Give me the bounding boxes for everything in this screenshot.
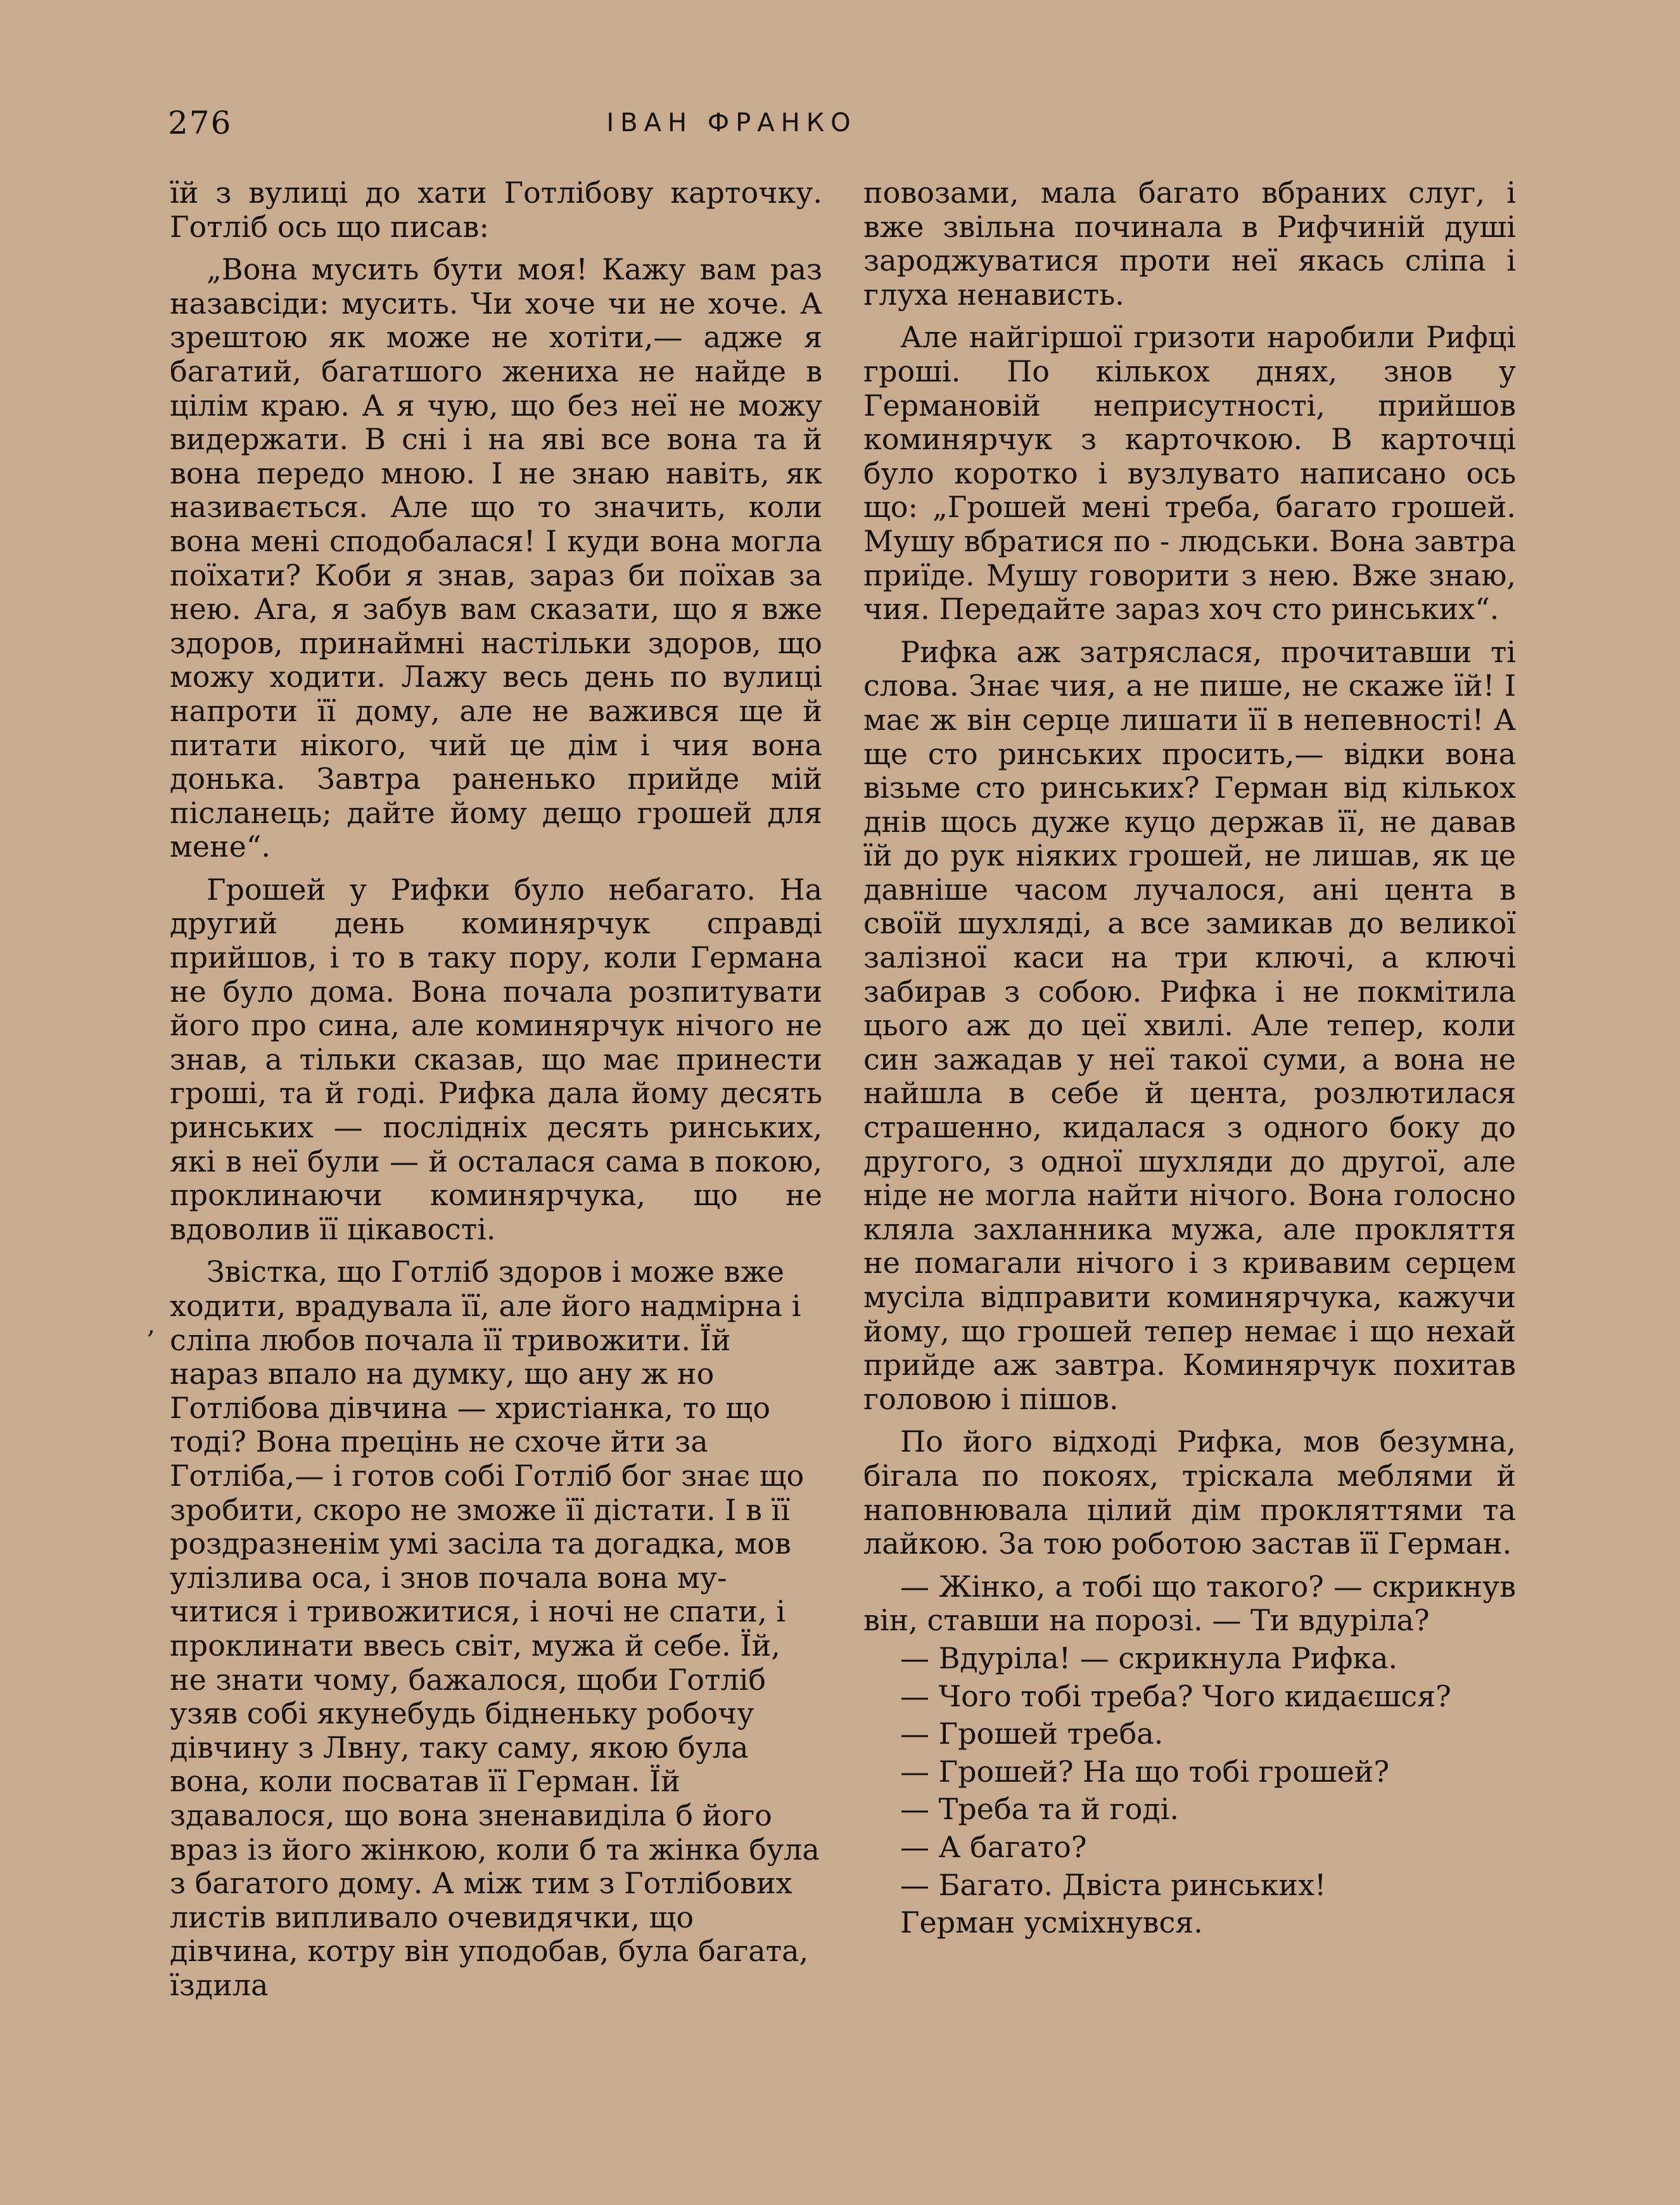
paragraph: їй з вулиці до хати Готлібову карточку. Готліб ось що писав: — [170, 176, 822, 244]
paragraph: Звістка, що Готліб здоров і може вже ходити, врадувала її, але його надмірна і сліпа любов почала її тривожити. Їй нараз впало на думку, що ану ж но Готлібова дівчина — христіанка, то що тоді? Вона прецінь не схоче йти за Готліба,— і готов собі Готліб бог знає що зробити, скоро не зможе її дістати. І в її роздразненім умі засіла та догадка, мов улізлива оса, і знов почала вона мучитися і тривожитися, і ночі не спати, і проклинати ввесь світ, мужа й себе. Їй, не знати чому, бажалося, щоби Готліб узяв собі якунебудь бідненьку робочу дівчину з Лвну, таку саму, якою була вона, коли посватав її Герман. Їй здавалося, що вона зненавиділа б його враз із його жінкою, коли б та жінка була з багатого дому. А між тим з Готлібових листів випливало очевидячки, що дівчина, котру він уподобав, була багата, їздила — [170, 1255, 820, 2002]
dialogue-line: — Треба та й годі. — [900, 1792, 1179, 1827]
paragraph: Але найгіршої гризоти наробили Рифці гроші. По кількох днях, знов у Германовій неприсутності, прийшов коминярчук з карточкою. В карточці було коротко і вузлувато написано ось що: „Грошей мені треба, багато грошей. Мушу вбратися по - людськи. Вона завтра приїде. Мушу говорити з нею. Вже знаю, чия. Передайте зараз хоч сто ринських“. — [863, 320, 1516, 627]
dialogue-line: — Багато. Двіста ринських! — [900, 1867, 1327, 1902]
page-header — [168, 105, 1257, 149]
dialogue-line: — Жінко, а тобі що такого? — скрикнув він, ставши на порозі. — Ти вдуріла? — [863, 1569, 1516, 1638]
right-column — [863, 176, 1516, 1944]
paragraph: Рифка аж затряслася, прочитавши ті слова. Знає чия, а не пише, не скаже їй! І має ж він серце лишати її в непевності! А ще сто ринських просить,— відки вона візьме сто ринських? Герман від кількох днів щось дуже куцо держав її, не давав їй до рук ніяких грошей, не лишав, як це давніше часом лучалося, ані цента в своїй шухляді, а все замикав до великої залізної каси на три ключі, а ключі забирав з собою. Рифка і не покмітила цього аж до цеї хвилі. Але тепер, коли син зажадав у неї такої суми, а вона не найшла в себе й цента, розлютилася страшенно, кидалася з одного боку до другого, з одної шухляди до другої, але ніде не могла найти нічого. Вона голосно кляла захланника мужа, але прокляття не помагали нічого і з кривавим серцем мусіла відправити коминярчука, кажучи йому, що грошей тепер немає і що нехай прийде аж завтра. Коминярчук похитав головою і пішов. — [863, 634, 1516, 1416]
paragraph: Герман усміхнувся. — [900, 1905, 1203, 1940]
paragraph: „Вона мусить бути моя! Кажу вам раз назавсіди: мусить. Чи хоче чи не хоче. А зрештою як може не хотіти,— адже я багатий, багатшого жениха не найде в цілім краю. А я чую, що без неї не можу видержати. В сні і на яві все вона та й вона передо мною. І не знаю навіть, як називається. Але що то значить, коли вона мені сподобалася! І куди вона могла поїхати? Коби я знав, зараз би поїхав за нею. Ага, я забув вам сказати, що я вже здоров, принаймні настільки здоров, що можу ходити. Лажу весь день по вулиці напроти її дому, але не важився ще й питати нікого, чий це дім і чия вона донька. Завтра раненько прийде мій післанець; дайте йому дещо грошей для мене“. — [170, 252, 822, 864]
paragraph: повозами, мала багато вбраних слуг, і вже звільна починала в Рифчиній душі зароджуватися проти неї якась сліпа і глуха ненависть. — [863, 176, 1516, 312]
dialogue-line: — Чого тобі треба? Чого кидаєшся? — [900, 1678, 1451, 1713]
running-head: ІВАН ФРАНКО — [606, 108, 857, 137]
paragraph: По його відході Рифка, мов безумна, бігала по покоях, тріскала меблями й наповнювала цілий дім прокляттями та лайкою. За тою роботою застав її Герман. — [863, 1424, 1516, 1561]
dialogue-line: — Вдуріла! — скрикнула Рифка. — [900, 1640, 1398, 1675]
left-column — [170, 176, 822, 2011]
page-number: 276 — [168, 105, 232, 141]
dialogue-line: — Грошей? На що тобі грошей? — [900, 1754, 1390, 1789]
paragraph: Грошей у Рифки було небагато. На другий день коминярчук справді прийшов, і то в таку пору, коли Германа не було дома. Вона почала розпитувати його про сина, але коминярчук нічого не знав, а тільки сказав, що має принести гроші, та й годі. Рифка дала йому десять ринських — послідніх десять ринських, які в неї були — й осталася сама в покою, проклинаючи коминярчука, що не вдоволив її цікавості. — [170, 872, 822, 1246]
margin-mark: ‚ — [147, 1310, 155, 1339]
dialogue-line: — А багато? — [900, 1829, 1087, 1864]
dialogue-line: — Грошей треба. — [900, 1716, 1164, 1751]
